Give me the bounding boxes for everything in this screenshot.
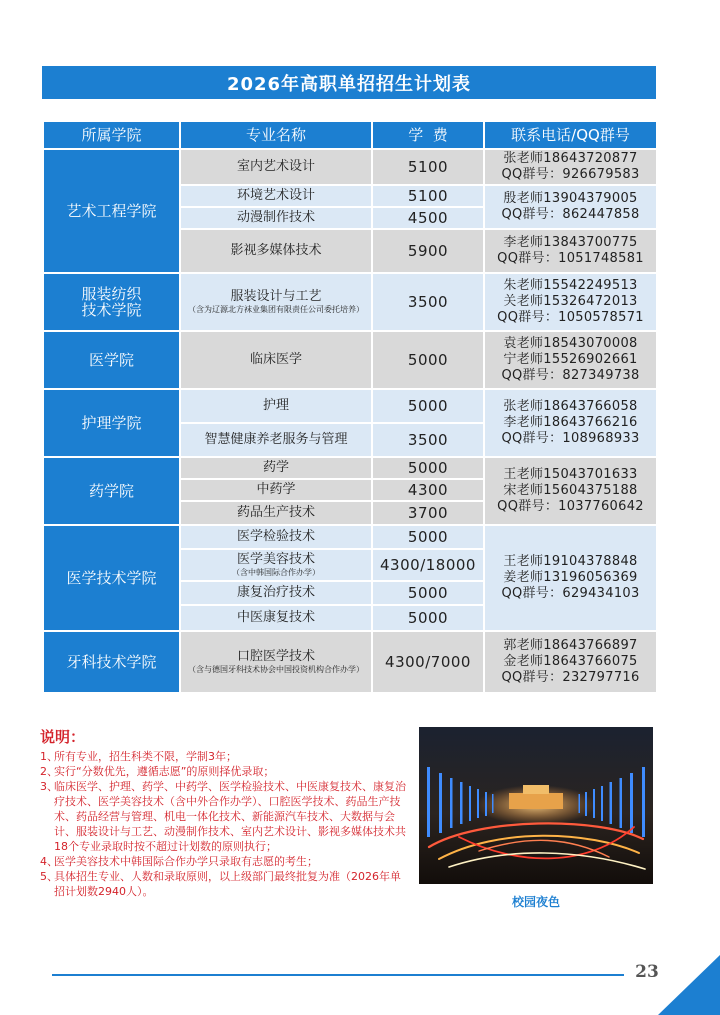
fee-cell: 5900 bbox=[372, 229, 484, 273]
enrollment-plan-table bbox=[42, 120, 658, 694]
major-cell: 护理 bbox=[180, 389, 372, 423]
header-contact: 联系电话/QQ群号 bbox=[484, 121, 657, 149]
fee-cell: 3700 bbox=[372, 501, 484, 525]
table-header-row bbox=[43, 121, 657, 149]
fee-cell: 4300/7000 bbox=[372, 631, 484, 693]
major-cell: 动漫制作技术 bbox=[180, 207, 372, 229]
major-note: （含与德国牙科技术协会中国投资机构合作办学） bbox=[188, 665, 364, 674]
contact-cell: 张老师18643766058 李老师18643766216 QQ群号：108968933 bbox=[484, 389, 657, 457]
campus-night-photo bbox=[419, 727, 653, 884]
major-name: 服装设计与工艺 bbox=[230, 289, 322, 304]
contact-cell: 王老师15043701633 宋老师15604375188 QQ群号：1037760642 bbox=[484, 457, 657, 525]
major-cell: 临床医学 bbox=[180, 331, 372, 389]
fee-cell: 5100 bbox=[372, 149, 484, 185]
college-pharmacy: 药学院 bbox=[43, 457, 180, 525]
table-row bbox=[43, 389, 657, 423]
contact-cell: 郭老师18643766897 金老师18643766075 QQ群号：232797716 bbox=[484, 631, 657, 693]
contact-cell: 袁老师18543070008 宁老师15526902661 QQ群号：827349738 bbox=[484, 331, 657, 389]
fee-cell: 3500 bbox=[372, 423, 484, 457]
college-medicine: 医学院 bbox=[43, 331, 180, 389]
fee-cell: 4300 bbox=[372, 479, 484, 501]
major-cell bbox=[180, 273, 372, 331]
campus-night-illustration bbox=[419, 727, 653, 884]
note-item bbox=[40, 869, 410, 899]
major-cell: 影视多媒体技术 bbox=[180, 229, 372, 273]
note-number: 3、 bbox=[40, 780, 58, 793]
major-name: 口腔医学技术 bbox=[236, 649, 315, 664]
major-note: （含中韩国际合作办学） bbox=[232, 568, 320, 577]
notes-section bbox=[40, 727, 410, 899]
page-number: 23 bbox=[635, 962, 659, 982]
photo-caption: 校园夜色 bbox=[511, 895, 560, 909]
major-cell: 智慧健康养老服务与管理 bbox=[180, 423, 372, 457]
header-fee: 学 费 bbox=[372, 121, 484, 149]
header-college: 所属学院 bbox=[43, 121, 180, 149]
table-row bbox=[43, 631, 657, 693]
college-dental: 牙科技术学院 bbox=[43, 631, 180, 693]
college-art: 艺术工程学院 bbox=[43, 149, 180, 273]
fee-cell: 5000 bbox=[372, 389, 484, 423]
college-medtech: 医学技术学院 bbox=[43, 525, 180, 631]
corner-decoration bbox=[658, 955, 720, 1015]
note-item bbox=[40, 854, 410, 869]
fee-cell: 5000 bbox=[372, 457, 484, 479]
contact-cell: 李老师13843700775 QQ群号：1051748581 bbox=[484, 229, 657, 273]
fee-cell: 5000 bbox=[372, 605, 484, 631]
notes-list bbox=[40, 749, 410, 899]
table-row bbox=[43, 149, 657, 185]
notes-title: 说明： bbox=[40, 728, 86, 746]
major-cell: 药品生产技术 bbox=[180, 501, 372, 525]
fee-cell: 4500 bbox=[372, 207, 484, 229]
college-nursing: 护理学院 bbox=[43, 389, 180, 457]
note-number: 2、 bbox=[40, 765, 58, 778]
major-cell bbox=[180, 549, 372, 581]
table-row bbox=[43, 331, 657, 389]
note-text: 具体招生专业、人数和录取原则，以上级部门最终批复为准（2026年单招计划数2940人）。 bbox=[54, 870, 401, 898]
major-name: 医学美容技术 bbox=[236, 552, 315, 567]
fee-cell: 3500 bbox=[372, 273, 484, 331]
contact-cell: 朱老师15542249513 关老师15326472013 QQ群号：1050578571 bbox=[484, 273, 657, 331]
contact-cell: 张老师18643720877 QQ群号：926679583 bbox=[484, 149, 657, 185]
note-item bbox=[40, 779, 410, 854]
major-cell: 中药学 bbox=[180, 479, 372, 501]
note-text: 实行“分数优先，遵循志愿”的原则择优录取； bbox=[54, 765, 275, 778]
note-text: 临床医学、护理、药学、中药学、医学检验技术、中医康复技术、康复治疗技术、医学美容技术（含中外合作办学）、口腔医学技术、药品生产技术、药品经营与管理、机电一体化技术、新能源汽车技术、大数据与会计、服装设计与工艺、动漫制作技术、室内艺术设计、影视多媒体技术共18个专业录取时按不超过计划数的原则执行； bbox=[54, 780, 406, 853]
note-number: 4、 bbox=[40, 855, 58, 868]
note-number: 1、 bbox=[40, 750, 58, 763]
fee-cell: 5000 bbox=[372, 331, 484, 389]
fee-cell: 4300/18000 bbox=[372, 549, 484, 581]
fee-cell: 5000 bbox=[372, 581, 484, 605]
page-title: 2026年高职单招招生计划表 bbox=[42, 66, 656, 99]
fee-cell: 5100 bbox=[372, 185, 484, 207]
major-cell: 中医康复技术 bbox=[180, 605, 372, 631]
contact-cell: 殷老师13904379005 QQ群号：862447858 bbox=[484, 185, 657, 229]
table-row bbox=[43, 525, 657, 549]
major-cell: 药学 bbox=[180, 457, 372, 479]
major-cell: 环境艺术设计 bbox=[180, 185, 372, 207]
major-cell: 医学检验技术 bbox=[180, 525, 372, 549]
major-cell: 室内艺术设计 bbox=[180, 149, 372, 185]
table-row bbox=[43, 273, 657, 331]
footer-divider bbox=[52, 974, 624, 976]
note-text: 所有专业，招生科类不限，学制3年； bbox=[54, 750, 237, 763]
note-number: 5、 bbox=[40, 870, 58, 883]
note-item bbox=[40, 749, 410, 764]
note-item bbox=[40, 764, 410, 779]
contact-cell: 王老师19104378848 姜老师13196056369 QQ群号：629434103 bbox=[484, 525, 657, 631]
major-cell bbox=[180, 631, 372, 693]
table-row bbox=[43, 457, 657, 479]
major-cell: 康复治疗技术 bbox=[180, 581, 372, 605]
fee-cell: 5000 bbox=[372, 525, 484, 549]
header-major: 专业名称 bbox=[180, 121, 372, 149]
college-fashion: 服装纺织 技术学院 bbox=[43, 273, 180, 331]
major-note: （含为辽源北方袜业集团有限责任公司委托培养） bbox=[188, 305, 364, 314]
note-text: 医学美容技术中韩国际合作办学只录取有志愿的考生； bbox=[54, 855, 318, 868]
